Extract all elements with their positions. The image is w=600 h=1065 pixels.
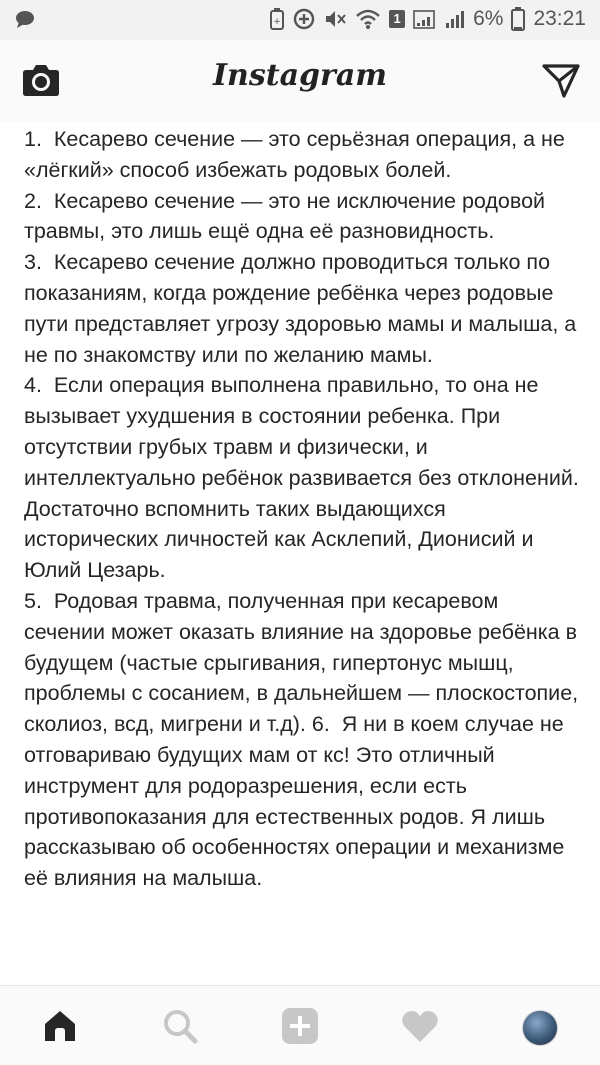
chat-notification-icon — [14, 9, 36, 29]
home-tab[interactable] — [40, 1008, 80, 1048]
profile-tab[interactable] — [520, 1008, 560, 1048]
home-icon — [42, 1009, 78, 1048]
post-caption-text: 1. Кесарево сечение — это серьёзная операция, а не «лёгкий» способ избежать родовых болей. 2. Кесарево сечение — это не исключение родовой травмы, это лишь ещё одна её разновидность. 3. Кесарево сечение должно проводиться только по показаниям, когда рождение ребёнка через родовые пути представляет угрозу здоровью мамы и малыша, а не по знакомству или по желанию мамы. 4. Если операция выполнена правильно, то она не вызывает ухудшения в состоянии ребенка. При отсутствии грубых травм и физически, и интеллектуально ребёнок развивается без отклонений. Достаточно вспомнить таких выдающихся исторических личностей как Асклепий, Дионисий и Юлий Цезарь. 5. Родовая травма, полученная при кесаревом сечении может оказать влияние на здоровье ребёнка в будущем (частые срыгивания, гипертонус мышц, проблемы с сосанием, в дальнейшем — плоскостопие, сколиоз, всд, мигрени и т.д). 6. Я ни в коем случае не отговариваю будущих мам от кс! Это отличный инструмент для родоразрешения, если есть противопоказания для естественных родов. Я лишь рассказываю об особенностях операции и механизме её влияния на малыша. — [24, 127, 579, 891]
battery-icon — [511, 7, 525, 31]
direct-message-icon[interactable] — [542, 62, 580, 98]
profile-avatar — [522, 1010, 558, 1046]
search-icon — [162, 1008, 198, 1049]
signal-strength-icon — [413, 8, 437, 30]
top-app-bar — [0, 40, 600, 122]
status-bar — [0, 0, 600, 40]
data-saver-icon — [293, 8, 315, 30]
clock: 23:21 — [533, 7, 586, 30]
post-content[interactable] — [0, 122, 600, 982]
status-bar-left — [14, 9, 36, 35]
svg-text:+: + — [273, 17, 281, 27]
wifi-icon — [355, 8, 381, 30]
battery-saver-icon — [269, 8, 285, 30]
signal-bars-icon — [445, 8, 465, 30]
sim-slot-badge: 1 — [389, 10, 405, 28]
bottom-navigation — [0, 985, 600, 1065]
add-post-tab[interactable] — [280, 1008, 320, 1048]
mute-icon — [323, 8, 347, 30]
instagram-logo: Instagram — [213, 58, 387, 93]
battery-percent: 6% — [473, 7, 504, 30]
add-post-icon — [281, 1007, 319, 1050]
status-bar-right — [269, 7, 586, 31]
search-tab[interactable] — [160, 1008, 200, 1048]
activity-tab[interactable] — [400, 1008, 440, 1048]
heart-icon — [401, 1009, 439, 1048]
